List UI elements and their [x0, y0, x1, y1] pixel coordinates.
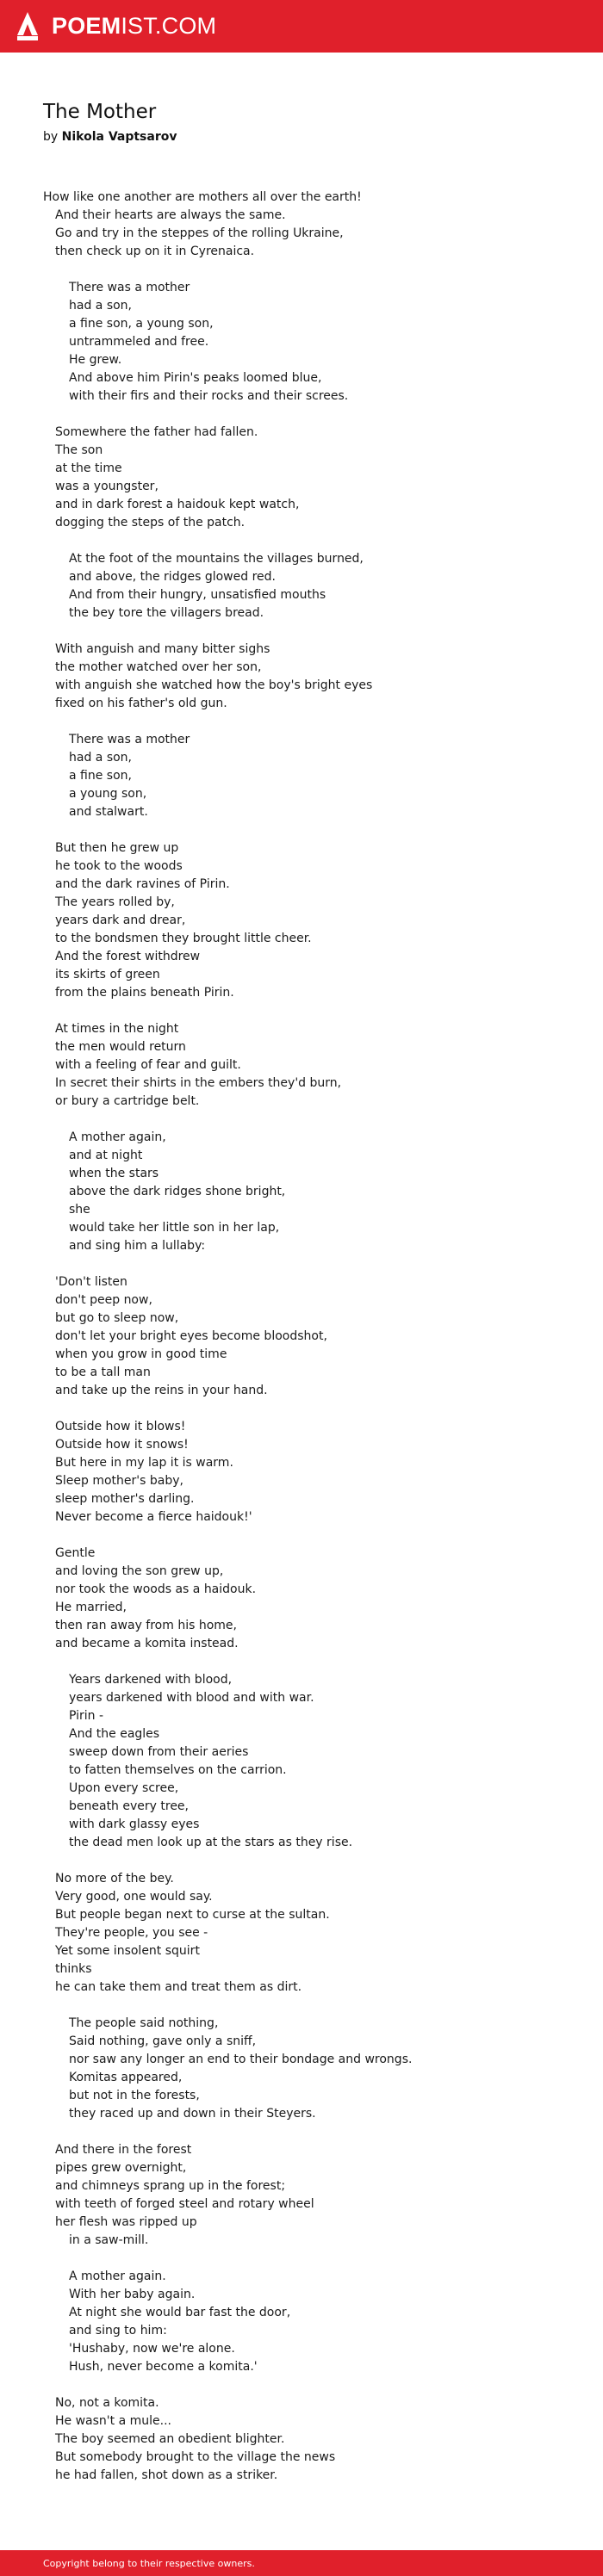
poem-line: the bey tore the villagers bread.	[69, 606, 264, 620]
stanza	[43, 731, 577, 821]
poem-line: to fatten themselves on the carrion.	[69, 1763, 287, 1777]
logo-bold-text: POEM	[52, 13, 121, 39]
poem-line: from the plains beneath Pirin.	[55, 986, 234, 1000]
site-header	[0, 0, 603, 53]
poem-line: And their hearts are always the same.	[55, 208, 286, 222]
poem-line: fixed on his father's old gun.	[55, 697, 227, 710]
poem-line: then ran away from his home,	[55, 1619, 237, 1632]
poem-line: Years darkened with blood,	[69, 1673, 233, 1687]
stanza	[43, 1870, 577, 1997]
poem-line: she	[69, 1203, 90, 1217]
poem-line: with teeth of forged steel and rotary wheel	[55, 2197, 314, 2211]
poem-line: How like one another are mothers all over the earth!	[43, 190, 362, 204]
poem-line: They're people, you see -	[55, 1926, 208, 1940]
poem-line: With her baby again.	[69, 2288, 196, 2301]
poem-line: Hush, never become a komita.'	[69, 2360, 258, 2374]
poem-line: A mother again.	[69, 2269, 166, 2283]
poem-line: Go and try in the steppes of the rolling Ukraine,	[55, 226, 344, 240]
poem-line: beneath every tree,	[69, 1799, 189, 1813]
poem-line: and sing to him:	[69, 2324, 167, 2338]
poem-line: 'Hushaby, now we're alone.	[69, 2342, 235, 2356]
logo-light-text: IST.COM	[121, 13, 217, 39]
poem-line: And the forest withdrew	[55, 950, 201, 963]
poem-line: At night she would bar fast the door,	[69, 2306, 291, 2319]
poem-line: The boy seemed an obedient blighter.	[55, 2432, 285, 2446]
poem-line: they raced up and down in their Steyers.	[69, 2107, 316, 2121]
poem-line: with a feeling of fear and guilt.	[55, 1058, 241, 1072]
byline	[43, 129, 177, 145]
poem-line: don't peep now,	[55, 1293, 152, 1307]
poem-line: And above him Pirin's peaks loomed blue,	[69, 371, 322, 385]
poem-line: would take her little son in her lap,	[69, 1221, 280, 1235]
poem-line: Pirin -	[69, 1709, 104, 1723]
poem-line: The people said nothing,	[69, 2016, 219, 2030]
poem-line: But somebody brought to the village the news	[55, 2450, 336, 2464]
poem-line: But then he grew up	[55, 841, 179, 855]
site-footer	[0, 2550, 603, 2576]
poem-line: years darkened with blood and with war.	[69, 1691, 314, 1705]
poem-line: above the dark ridges shone bright,	[69, 1185, 286, 1198]
poem-line: the men would return	[55, 1040, 186, 1054]
poem-line: and the dark ravines of Pirin.	[55, 877, 230, 891]
poem-line: No more of the bey.	[55, 1872, 174, 1886]
poem-line: and sing him a lullaby:	[69, 1239, 206, 1253]
logo-wordmark	[52, 12, 216, 40]
poem-line: with their firs and their rocks and their screes.	[69, 389, 349, 403]
poem-line: A mother again,	[69, 1130, 166, 1144]
poem-line: he can take them and treat them as dirt.	[55, 1980, 302, 1994]
poem-line: With anguish and many bitter sighs	[55, 642, 270, 656]
poem-line: a fine son, a young son,	[69, 317, 214, 331]
poem-line: Gentle	[55, 1546, 96, 1560]
poem-line: don't let your bright eyes become bloodshot,	[55, 1329, 327, 1343]
poem-line: and stalwart.	[69, 805, 148, 819]
poem-line: and became a komita instead.	[55, 1637, 239, 1650]
poem-line: Never become a fierce haidouk!'	[55, 1510, 252, 1524]
poem-line: No, not a komita.	[55, 2396, 159, 2410]
poem-line: when the stars	[69, 1167, 159, 1180]
poem-line: The years rolled by,	[55, 895, 175, 909]
poem-line: Outside how it snows!	[55, 1438, 189, 1452]
stanza	[43, 2268, 577, 2376]
poem-line: and above, the ridges glowed red.	[69, 570, 276, 584]
poem-line: to the bondsmen they brought little cheer.	[55, 932, 312, 945]
poem-line: with anguish she watched how the boy's bright eyes	[55, 678, 373, 692]
poem-line: He wasn't a mule...	[55, 2414, 171, 2428]
poem-line: or bury a cartridge belt.	[55, 1094, 200, 1108]
poem-line: Komitas appeared,	[69, 2071, 183, 2084]
poem-line: in a saw-mill.	[69, 2233, 149, 2247]
stanza	[43, 1671, 577, 1852]
poem-line: when you grow in good time	[55, 1347, 227, 1361]
poem-line: and at night	[69, 1149, 143, 1162]
poem-line: but not in the forests,	[69, 2089, 200, 2102]
stanza	[43, 279, 577, 406]
poem-line: had a son,	[69, 751, 133, 765]
poem-line: Yet some insolent squirt	[55, 1944, 200, 1958]
poem-line: its skirts of green	[55, 968, 160, 981]
poem-line: thinks	[55, 1962, 92, 1976]
poem-line: but go to sleep now,	[55, 1311, 179, 1325]
poem-line: was a youngster,	[55, 480, 159, 493]
poem-line: with dark glassy eyes	[69, 1817, 200, 1831]
poem-line: dogging the steps of the patch.	[55, 516, 246, 529]
poem-line: he took to the woods	[55, 859, 183, 873]
poem-line: a fine son,	[69, 769, 132, 783]
poem-line: Upon every scree,	[69, 1781, 179, 1795]
poem-line: sweep down from their aeries	[69, 1745, 249, 1759]
poem-line: the mother watched over her son,	[55, 660, 262, 674]
poem-line: But people began next to curse at the sultan.	[55, 1908, 330, 1922]
poem-line: years dark and drear,	[55, 913, 186, 927]
poem-line: to be a tall man	[55, 1365, 151, 1379]
poem-line: There was a mother	[69, 733, 190, 746]
poem-line: nor took the woods as a haidouk.	[55, 1582, 257, 1596]
stanza	[43, 839, 577, 1002]
poem-line: a young son,	[69, 787, 147, 801]
pen-nib-icon	[17, 12, 38, 40]
stanza	[43, 2015, 577, 2123]
stanza	[43, 189, 577, 261]
poem-title: The Mother	[43, 101, 157, 123]
poem-line: her flesh was ripped up	[55, 2215, 197, 2229]
poem-line: And from their hungry, unsatisfied mouths	[69, 588, 326, 602]
poem-line: he had fallen, shot down as a striker.	[55, 2468, 278, 2482]
copyright-text: Copyright belong to their respective owners.	[43, 2558, 255, 2569]
poem-body	[43, 189, 577, 2503]
stanza	[43, 1273, 577, 1400]
stanza	[43, 641, 577, 713]
stanza	[43, 424, 577, 532]
poem-line: then check up on it in Cyrenaica.	[55, 245, 255, 258]
poem-line: untrammeled and free.	[69, 335, 209, 349]
stanza	[43, 550, 577, 622]
stanza	[43, 1545, 577, 1653]
poem-line: But here in my lap it is warm.	[55, 1456, 233, 1470]
poem-line: and in dark forest a haidouk kept watch,	[55, 498, 300, 511]
poem-line: the dead men look up at the stars as they rise.	[69, 1836, 353, 1849]
poem-line: And the eagles	[69, 1727, 160, 1741]
poem-line: at the time	[55, 461, 122, 475]
site-logo[interactable]	[17, 12, 216, 40]
poem-line: and chimneys sprang up in the forest;	[55, 2179, 286, 2193]
stanza	[43, 1020, 577, 1111]
poem-line: At times in the night	[55, 1022, 179, 1036]
poem-line: The son	[55, 443, 103, 457]
stanza	[43, 1418, 577, 1526]
stanza	[43, 2394, 577, 2485]
poem-line: There was a mother	[69, 281, 190, 294]
poem-line: Somewhere the father had fallen.	[55, 425, 258, 439]
poem-line: Very good, one would say.	[55, 1890, 213, 1904]
author-link[interactable]: Nikola Vaptsarov	[61, 130, 177, 144]
poem-line: and take up the reins in your hand.	[55, 1384, 268, 1397]
byline-prefix: by	[43, 130, 59, 144]
poem-line: and loving the son grew up,	[55, 1564, 224, 1578]
poem-line: At the foot of the mountains the villages burned,	[69, 552, 364, 566]
poem-line: had a son,	[69, 299, 133, 313]
poem-line: Sleep mother's baby,	[55, 1474, 183, 1488]
poem-line: He grew.	[69, 353, 122, 367]
poem-line: 'Don't listen	[55, 1275, 127, 1289]
poem-line: Outside how it blows!	[55, 1420, 186, 1434]
poem-line: And there in the forest	[55, 2143, 192, 2157]
poem-line: sleep mother's darling.	[55, 1492, 195, 1506]
poem-line: nor saw any longer an end to their bondage and wrongs.	[69, 2053, 413, 2066]
poem-line: Said nothing, gave only a sniff,	[69, 2034, 257, 2048]
poem-line: In secret their shirts in the embers they'd burn,	[55, 1076, 342, 1090]
poem-line: He married,	[55, 1601, 127, 1614]
stanza	[43, 2141, 577, 2250]
poem-line: pipes grew overnight,	[55, 2161, 187, 2175]
stanza	[43, 1129, 577, 1255]
